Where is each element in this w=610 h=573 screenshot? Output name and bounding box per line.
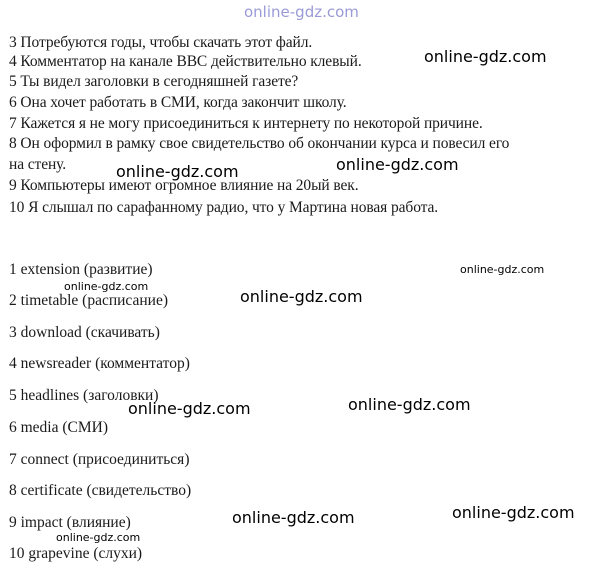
vocab-item: 9 impact (влияние) <box>9 514 131 531</box>
vocab-item: 1 extension (развитие) <box>9 261 153 278</box>
watermark-text: online-gdz.com <box>460 263 545 276</box>
sentence-line: 7 Кажется я не могу присоединиться к интернету по некоторой причине. <box>9 115 483 132</box>
sentence-line: 9 Компьютеры имеют огромное влияние на 20ый век. <box>9 177 359 194</box>
watermark-text: online-gdz.com <box>240 287 363 306</box>
watermark-text: online-gdz.com <box>348 395 471 414</box>
header-watermark: online-gdz.com <box>244 3 359 21</box>
watermark-text: online-gdz.com <box>232 508 355 527</box>
sentence-line: 4 Комментатор на канале BBC действительно клевый. <box>9 53 362 70</box>
sentence-line: на стену. <box>9 156 67 173</box>
vocab-item: 5 headlines (заголовки) <box>9 387 159 404</box>
vocab-item: 3 download (скачивать) <box>9 324 160 341</box>
vocab-item: 7 connect (присоединиться) <box>9 451 190 468</box>
vocab-item: 4 newsreader (комментатор) <box>9 355 190 372</box>
watermark-text: online-gdz.com <box>64 280 149 293</box>
sentence-line: 8 Он оформил в рамку свое свидетельство об окончании курса и повесил его <box>9 135 510 152</box>
vocab-item: 6 media (СМИ) <box>9 419 109 436</box>
sentence-line: 3 Потребуются годы, чтобы скачать этот файл. <box>9 34 313 51</box>
vocab-item: 10 grapevine (слухи) <box>9 545 143 562</box>
watermark-text: online-gdz.com <box>336 155 459 174</box>
vocab-item: 2 timetable (расписание) <box>9 292 169 309</box>
watermark-text: online-gdz.com <box>116 162 239 181</box>
vocab-item: 8 certificate (свидетельство) <box>9 482 192 499</box>
watermark-text: online-gdz.com <box>56 531 141 544</box>
sentence-line: 10 Я слышал по сарафанному радио, что у Мартина новая работа. <box>9 199 439 216</box>
watermark-text: online-gdz.com <box>424 47 547 66</box>
sentence-line: 6 Она хочет работать в СМИ, когда закончит школу. <box>9 94 347 111</box>
watermark-text: online-gdz.com <box>128 399 251 418</box>
watermark-text: online-gdz.com <box>452 503 575 522</box>
sentence-line: 5 Ты видел заголовки в сегодняшней газете? <box>9 73 299 90</box>
